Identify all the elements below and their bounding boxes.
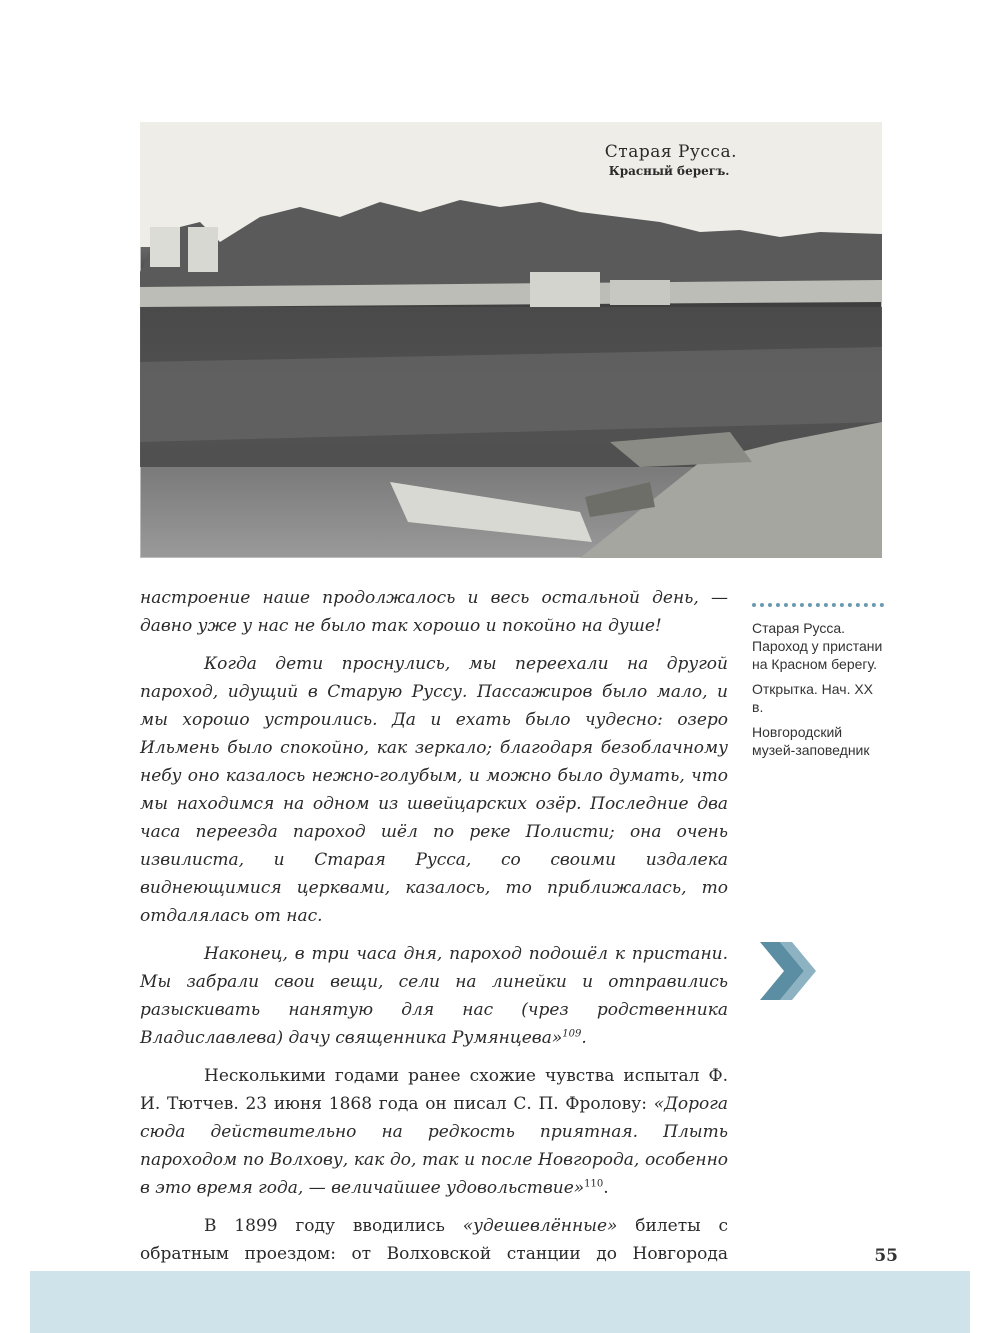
caption-source: Открытка. Нач. XX в. <box>752 681 874 715</box>
paragraph-4-end: . <box>603 1178 609 1198</box>
paragraph-3: Наконец, в три часа дня, пароход подошёл к пристани. Мы забрали свои вещи, сели на линейки и отправились разыскивать нанятую для нас (чрез родственника Владиславлева) дачу священника Румянцева»$^{109}$. <box>140 944 728 1048</box>
photo-caption-sidebar <box>752 603 884 766</box>
paragraph-3-text: Наконец, в три часа дня, пароход подошёл к пристани. Мы забрали свои вещи, сели на линейки и отправились разыскивать нанятую для нас (чрез родственника Владиславлева) дачу священника Румянцева» <box>140 944 728 1048</box>
postcard-caption <box>605 142 737 178</box>
paragraph-4 <box>140 1062 728 1202</box>
page-number: 55 <box>874 1246 898 1266</box>
river-scene-illustration <box>140 122 882 558</box>
footnote-ref-109[interactable]: 109 <box>562 1028 582 1040</box>
footer-band <box>30 1271 970 1333</box>
dotted-rule <box>752 603 884 607</box>
paragraph-2: Когда дети проснулись, мы переехали на другой пароход, идущий в Старую Руссу. Пассажиров было мало, и мы хорошо устроились. Да и ехать было чудесно: озеро Ильмень было спокойно, как зеркало; благодаря безоблачному небу оно казалось нежно-голубым, и можно было думать, что мы находимся на одном из швейцарских озёр. Последние два часа переезда пароход шёл по реке Полисти; она очень извилиста, и Старая Русса, со своими издалека виднеющимися церквами, казалось, то приближалась, то отдалялась от нас. <box>140 654 728 926</box>
paragraph-1: настроение наше продолжалось и весь остальной день, — давно уже у нас не было так хорошо и покойно на душе! <box>140 588 728 636</box>
caption-owner: Новгородский музей-заповедник <box>752 724 870 758</box>
paragraph-5-a: В 1899 году вводились <box>204 1216 463 1236</box>
postcard-photo <box>140 122 882 558</box>
caption-title: Старая Русса. Пароход у пристани на Красном берегу. <box>752 620 883 672</box>
paragraph-5-b: билеты с обратным проездом: от Волховской станции до Новгорода <box>140 1216 728 1264</box>
double-chevron-icon <box>758 940 818 1002</box>
footnote-ref-110[interactable]: 110 <box>584 1178 604 1190</box>
body-text <box>140 584 728 1306</box>
postcard-title: Старая Русса. <box>604 142 737 162</box>
paragraph-5-italic: «удешевлённые» <box>462 1216 618 1236</box>
paragraph-4-quote: «Дорога сюда действительно на редкость приятная. Плыть пароходом по Волхову, как до, так и после Новгорода, особенно в это время года, — величайшее удовольствие» <box>140 1094 728 1198</box>
postcard-subtitle: Красный берегъ. <box>608 164 730 178</box>
paragraph-4-roman: Несколькими годами ранее схожие чувства испытал Ф. И. Тютчев. 23 июня 1868 года он писал С. П. Фролову: <box>140 1066 728 1114</box>
